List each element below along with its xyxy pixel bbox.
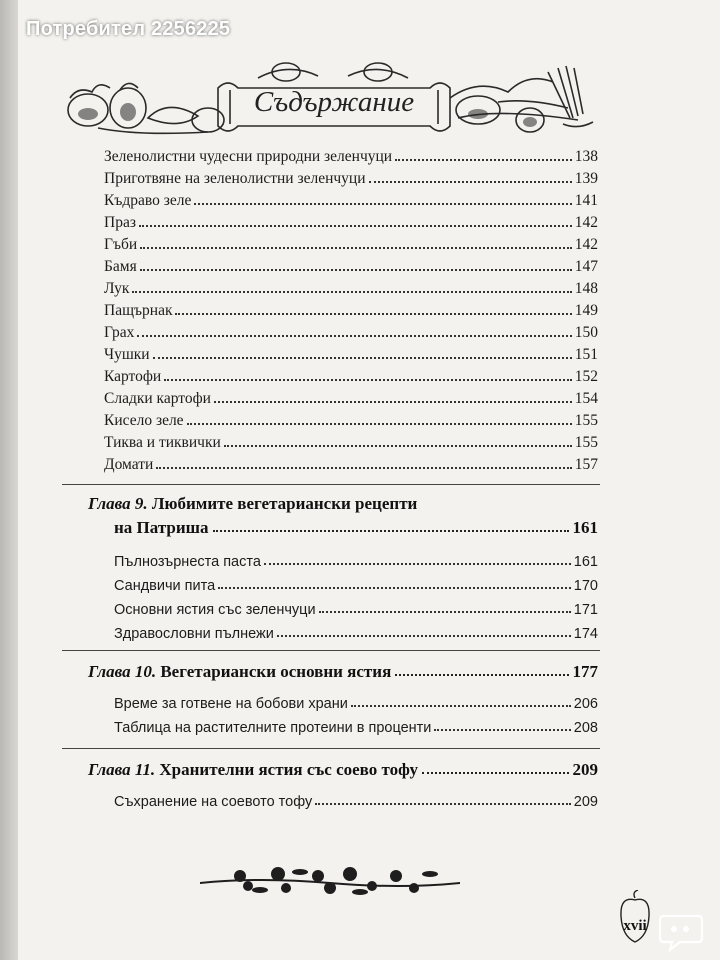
page-title: Съдържание <box>253 86 415 118</box>
toc-entry <box>104 252 598 276</box>
entry-page: 208 <box>573 720 598 736</box>
entry-page: 209 <box>573 794 598 810</box>
toc-entry <box>104 142 598 166</box>
chapter-prefix: Глава 9. <box>88 494 148 513</box>
entry-label: Тиква и тиквички <box>104 434 221 451</box>
leader-dots <box>315 803 571 805</box>
entry-label: Пълнозърнеста паста <box>114 554 261 570</box>
entry-page: 151 <box>574 346 598 363</box>
toc-entry <box>104 384 598 408</box>
entry-label: Лук <box>104 280 130 297</box>
chapter-page: 177 <box>572 662 598 681</box>
entry-page: 147 <box>574 258 598 275</box>
entry-page: 174 <box>573 626 598 642</box>
entry-label: Грах <box>104 324 135 341</box>
leader-dots <box>153 357 572 359</box>
toc-entry <box>114 546 598 570</box>
toc-entry <box>104 362 598 386</box>
leader-dots <box>164 379 572 381</box>
site-logo-icon <box>658 912 704 957</box>
toc-entry <box>104 318 598 342</box>
page-edge-shadow <box>0 0 18 960</box>
entry-label: Време за готвене на бобови храни <box>114 696 348 712</box>
entry-page: 142 <box>574 236 598 253</box>
entry-label: Бамя <box>104 258 137 275</box>
leader-dots <box>369 181 572 183</box>
leader-dots <box>156 467 571 469</box>
entry-label: Картофи <box>104 368 162 385</box>
entry-page: 141 <box>574 192 598 209</box>
entry-page: 139 <box>574 170 598 187</box>
leader-dots <box>351 705 571 707</box>
entry-label: Пащърнак <box>104 302 173 319</box>
entry-page: 142 <box>574 214 598 231</box>
chapter-11-title <box>88 754 598 780</box>
entry-page: 154 <box>574 390 598 407</box>
entry-label: Сладки картофи <box>104 390 211 407</box>
entry-page: 155 <box>574 434 598 451</box>
header-banner <box>58 58 598 140</box>
toc-entry <box>104 164 598 188</box>
toc-entry <box>114 618 598 642</box>
entry-label: Таблица на растителните протеини в проценти <box>114 720 432 736</box>
toc-entry <box>114 594 598 618</box>
toc-entry <box>104 296 598 320</box>
chapter-9-title-line1 <box>88 494 598 514</box>
entry-page: 149 <box>574 302 598 319</box>
chapter-title: Хранителни ястия със соево тофу <box>159 760 418 779</box>
entry-page: 152 <box>574 368 598 385</box>
leader-dots <box>277 635 571 637</box>
leader-dots <box>395 674 568 676</box>
entry-page: 206 <box>573 696 598 712</box>
chapter-9-title-line2 <box>114 512 598 538</box>
toc-entry <box>104 428 598 452</box>
page-number: xvii <box>623 918 647 934</box>
entry-label: Гъби <box>104 236 138 253</box>
toc-entry <box>114 712 598 736</box>
leader-dots <box>214 401 572 403</box>
leader-dots <box>140 247 572 249</box>
leader-dots <box>140 269 572 271</box>
entry-label: Здравословни пълнежи <box>114 626 274 642</box>
toc-entry <box>104 406 598 430</box>
leader-dots <box>395 159 572 161</box>
leader-dots <box>434 729 570 731</box>
chapter-prefix: Глава 10. <box>88 662 157 681</box>
entry-label: Праз <box>104 214 136 231</box>
toc-entry <box>104 186 598 210</box>
entry-label: Сандвичи пита <box>114 578 216 594</box>
leader-dots <box>194 203 571 205</box>
entry-page: 148 <box>574 280 598 297</box>
toc-entry <box>104 230 598 254</box>
entry-page: 170 <box>573 578 598 594</box>
entry-label: Основни ястия със зеленчуци <box>114 602 316 618</box>
entry-page: 155 <box>574 412 598 429</box>
chapter-10-title <box>88 656 598 682</box>
toc-entry <box>114 786 598 810</box>
toc-entry <box>104 450 598 474</box>
leader-dots <box>132 291 571 293</box>
entry-label: Съхранение на соевото тофу <box>114 794 313 810</box>
entry-label: Чушки <box>104 346 150 363</box>
chapter-title: Любимите вегетариански рецепти <box>151 494 418 513</box>
leader-dots <box>175 313 571 315</box>
floral-ornament-icon <box>200 862 460 907</box>
toc-entry <box>114 570 598 594</box>
entry-page: 138 <box>574 148 598 165</box>
entry-label: Зеленолистни чудесни природни зеленчуци <box>104 148 393 165</box>
chapter-page: 161 <box>572 518 598 537</box>
section-divider <box>62 484 600 485</box>
toc-entry <box>104 340 598 364</box>
entry-page: 171 <box>573 602 598 618</box>
entry-page: 161 <box>573 554 598 570</box>
user-watermark: Потребител 2256225 <box>26 18 231 40</box>
entry-label: Къдраво зеле <box>104 192 192 209</box>
entry-page: 150 <box>574 324 598 341</box>
leader-dots <box>187 423 572 425</box>
chapter-title-cont: на Патриша <box>114 518 209 537</box>
chapter-page: 209 <box>572 760 598 779</box>
leader-dots <box>224 445 572 447</box>
entry-label: Кисело зеле <box>104 412 184 429</box>
chapter-prefix: Глава 11. <box>88 760 156 779</box>
chapter-title: Вегетариански основни ястия <box>160 662 392 681</box>
leader-dots <box>264 563 571 565</box>
leader-dots <box>319 611 571 613</box>
toc-entry <box>104 208 598 232</box>
entry-page: 157 <box>574 456 598 473</box>
toc-entry <box>114 688 598 712</box>
leader-dots <box>218 587 571 589</box>
entry-label: Приготвяне на зеленолистни зеленчуци <box>104 170 366 187</box>
toc-entry <box>104 274 598 298</box>
entry-label: Домати <box>104 456 154 473</box>
leader-dots <box>139 225 572 227</box>
section-divider <box>62 650 600 651</box>
leader-dots <box>137 335 571 337</box>
leader-dots <box>422 772 569 774</box>
leader-dots <box>213 530 569 532</box>
section-divider <box>62 748 600 749</box>
